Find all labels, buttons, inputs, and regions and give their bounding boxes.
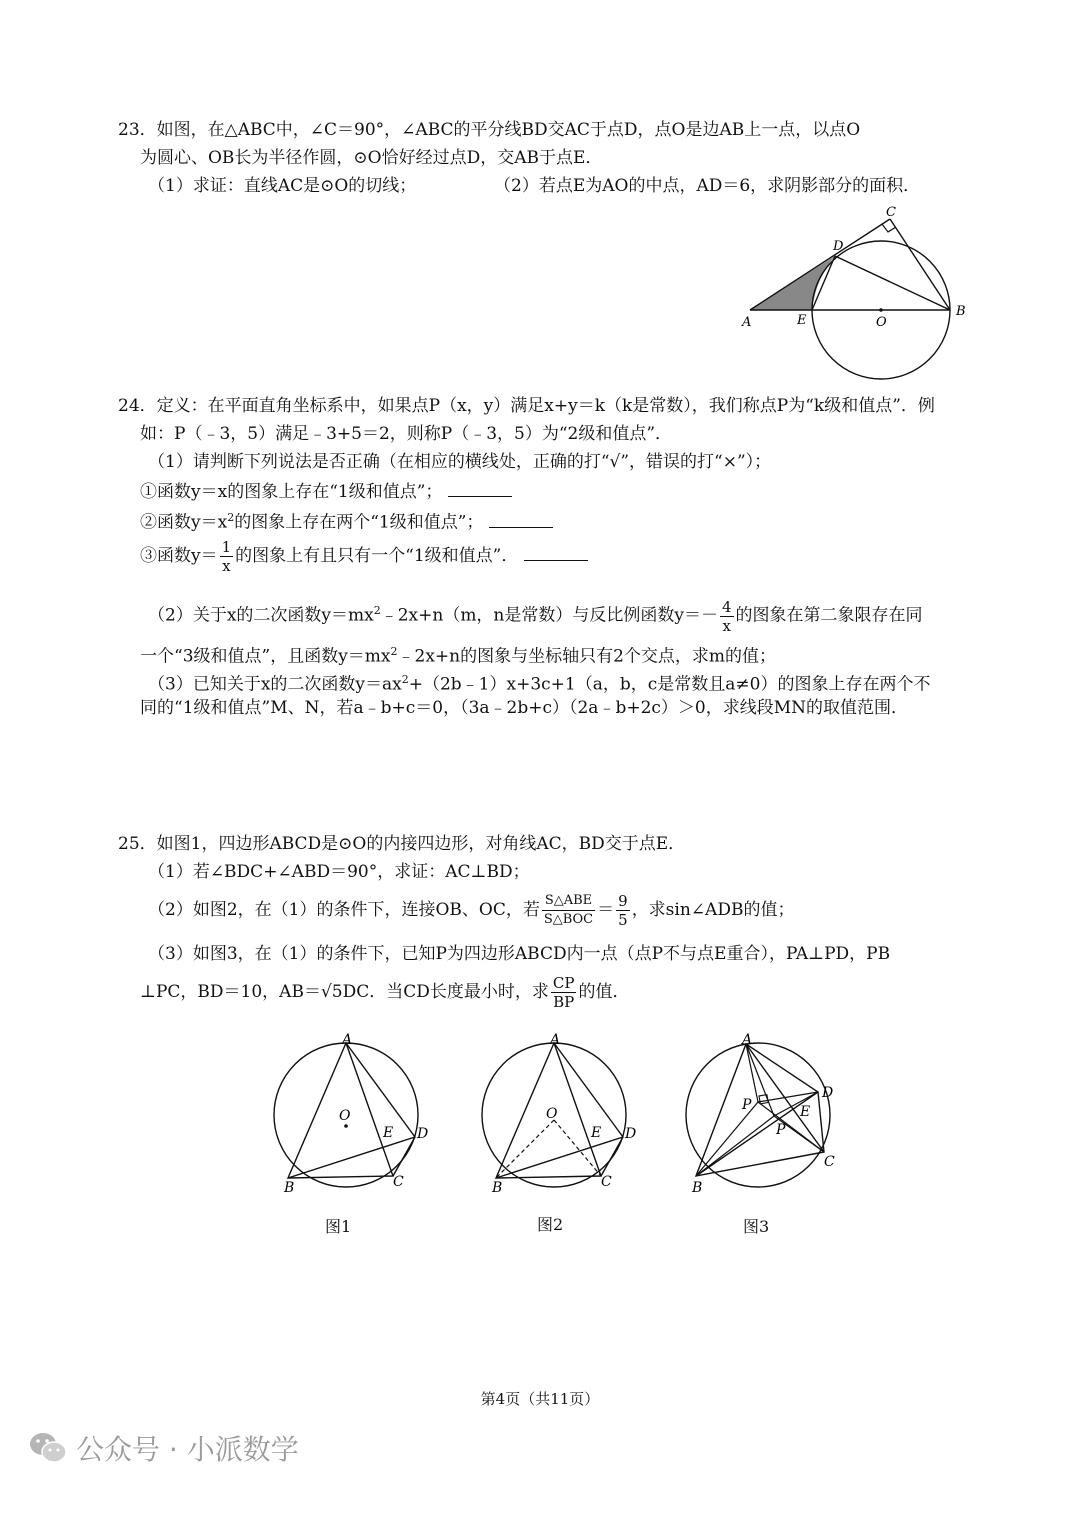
fig3-label-p1: P	[742, 1097, 752, 1113]
q25-p2-area-ratio	[542, 892, 595, 929]
fig3-label-p2: P	[776, 1122, 786, 1138]
q25-p2-value-numerator: 9	[618, 892, 628, 910]
fig1-label-b: B	[284, 1180, 295, 1196]
q24-s2-text-b: 的图象上存在两个“1级和值点”；	[234, 512, 484, 533]
q24-p2-text-c: 的图象在第二象限存在同	[735, 605, 923, 626]
q24-p3-text-a: （3）已知关于x的二次函数y＝ax	[148, 674, 402, 695]
q25-p3-fraction	[551, 974, 577, 1011]
q23-segment-ac	[750, 219, 890, 310]
q23-line2: 为圆心、OB长为半径作圆，⊙O恰好经过点D，交AB于点E．	[140, 148, 603, 168]
q24-s2-answer-blank[interactable]	[489, 509, 553, 528]
page-footer: 第4页（共11页）	[480, 1390, 600, 1408]
q25-p2-ratio-denominator: S△BOC	[543, 912, 594, 927]
q24-p3-text-b: +（2b﹣1）x+3c+1（a，b，c是常数且a≠0）的图象上存在两个不	[408, 674, 931, 695]
q25-p2-value-denominator: 5	[618, 911, 628, 929]
q25-part3-line1: （3）如图3，在（1）的条件下，已知P为四边形ABCD内一点（点P不与点E重合），PA⊥PD，PB	[148, 944, 891, 964]
q25-p2-value-fraction	[616, 892, 630, 929]
q24-p2-text-b: ﹣2x+n（m，n是常数）与反比例函数y＝－	[380, 605, 718, 626]
q24-p2-exponent: 2	[373, 604, 381, 617]
fig2-label-d: D	[625, 1126, 637, 1142]
figure-2-caption: 图2	[537, 1215, 564, 1234]
q24-part1: （1）请判断下列说法是否正确（在相应的横线处，正确的打“√”，错误的打“×”）；	[148, 452, 772, 472]
q25-p3l2-text-a: ⊥PC，BD＝10，AB＝√5DC．当CD长度最小时，求	[140, 982, 549, 1002]
q24-part2-line2	[140, 640, 776, 669]
q24-s1-text: ①函数y＝x的图象上存在“1级和值点”；	[140, 482, 443, 502]
q24-s3-numerator: 1	[221, 538, 232, 556]
q24-s3-answer-blank[interactable]	[524, 542, 588, 561]
fig1-label-o: O	[339, 1108, 351, 1124]
q25-p2-text-b: ，求sin∠ADB的值；	[631, 900, 795, 920]
q24-p2-text-a: （2）关于x的二次函数y＝mx	[148, 605, 374, 626]
q25-p3-denominator: BP	[553, 993, 575, 1011]
q23-label-c: C	[886, 205, 896, 220]
q24-s1-answer-blank[interactable]	[448, 478, 512, 497]
q24-line2: 如：P（﹣3，5）满足﹣3+5＝2，则称P（﹣3，5）为“2级和值点”．	[140, 424, 673, 444]
q24-p2-numerator: 4	[722, 597, 732, 616]
q24-s2-text-a: ②函数y＝x	[140, 512, 228, 533]
q24-statement2	[140, 506, 553, 535]
fig1-label-d: D	[417, 1126, 429, 1142]
q25-part1: （1）若∠BDC+∠ABD＝90°，求证：AC⊥BD；	[148, 862, 530, 882]
q24-p2-fraction	[720, 598, 734, 635]
q25-p2-text-a: （2）如图2，在（1）的条件下，连接OB、OC，若	[148, 900, 540, 920]
fig3-label-a: A	[742, 1032, 753, 1048]
q24-p2l2-text-a: 一个“3级和值点”，且函数y＝mx	[140, 646, 391, 667]
q25-figure-3	[678, 1030, 858, 1200]
fig3-label-b: B	[692, 1180, 703, 1196]
q24-s3-text-a: ③函数y＝	[140, 546, 218, 566]
fig1-label-c: C	[393, 1174, 404, 1190]
fig1-center-dot	[344, 1124, 348, 1128]
fig1-diagonal-ac	[346, 1043, 393, 1176]
q23-label-e: E	[797, 313, 807, 328]
q25-p3l2-text-b: 的值．	[578, 982, 630, 1002]
q25-figure-2	[470, 1030, 650, 1200]
q24-statement1	[140, 478, 512, 504]
q25-part3-line2	[140, 974, 629, 1011]
q23-label-o: O	[876, 315, 887, 330]
fig2-label-a: A	[550, 1032, 561, 1048]
q24-part3-line1	[148, 668, 930, 697]
q25-p2-equals: ＝	[597, 900, 615, 920]
q23-part1: （1）求证：直线AC是⊙O的切线；	[148, 176, 417, 196]
q24-statement3	[140, 538, 588, 575]
q24-part2-line1	[148, 594, 923, 635]
q23-center-dot	[879, 308, 883, 312]
q24-s3-fraction	[220, 538, 234, 575]
q25-figure-1	[262, 1030, 442, 1200]
q24-p2-denominator: x	[722, 616, 731, 635]
fig3-label-c: C	[824, 1154, 835, 1170]
fig1-label-a: A	[342, 1032, 353, 1048]
q24-s2-exponent: 2	[227, 511, 235, 524]
fig1-label-e: E	[383, 1125, 394, 1141]
q24-s3-denominator: x	[222, 557, 231, 575]
wechat-icon	[28, 1430, 68, 1466]
q24-p2l2-exponent: 2	[390, 645, 398, 658]
fig2-diagonal-ac	[554, 1043, 601, 1176]
fig2-label-c: C	[601, 1174, 612, 1190]
fig3-label-d: D	[822, 1085, 834, 1101]
q23-label-b: B	[956, 304, 966, 319]
q25-p2-ratio-numerator: S△ABE	[542, 892, 595, 911]
q24-line1: 24．定义：在平面直角坐标系中，如果点P（x，y）满足x+y＝k（k是常数），我们称点P为“k级和值点”．例	[118, 396, 935, 416]
q24-part3-line2: 同的“1级和值点”M、N，若a﹣b+c＝0，（3a﹣2b+c）（2a﹣b+2c）＞0，求线段MN的取值范围．	[140, 698, 909, 718]
q24-s3-text-b: 的图象上有且只有一个“1级和值点”．	[235, 546, 519, 566]
q23-label-d: D	[833, 239, 844, 254]
q24-p2l2-text-b: ﹣2x+n的图象与坐标轴只有2个交点，求m的值；	[397, 646, 777, 667]
q24-p3-exponent: 2	[401, 673, 409, 686]
q23-figure	[730, 200, 980, 390]
q25-line1: 25．如图1，四边形ABCD是⊙O的内接四边形，对角线AC，BD交于点E．	[118, 834, 686, 854]
q25-p3-numerator: CP	[552, 974, 575, 992]
fig2-label-e: E	[591, 1125, 602, 1141]
watermark-text: 公众号 · 小派数学	[76, 1433, 299, 1466]
watermark	[28, 1428, 299, 1468]
q25-part2	[148, 890, 794, 930]
figure-1-caption: 图1	[325, 1217, 352, 1236]
q23-label-a: A	[742, 315, 752, 330]
q23-part2: （2）若点E为AO的中点，AD＝6，求阴影部分的面积．	[494, 176, 921, 196]
figure-3-caption: 图3	[743, 1217, 770, 1236]
fig3-label-e: E	[800, 1104, 811, 1120]
fig2-label-b: B	[492, 1180, 503, 1196]
q23-line1: 23．如图，在△ABC中，∠C＝90°，∠ABC的平分线BD交AC于点D，点O是边AB上一点，以点O	[118, 120, 861, 140]
fig2-label-o: O	[546, 1106, 558, 1122]
